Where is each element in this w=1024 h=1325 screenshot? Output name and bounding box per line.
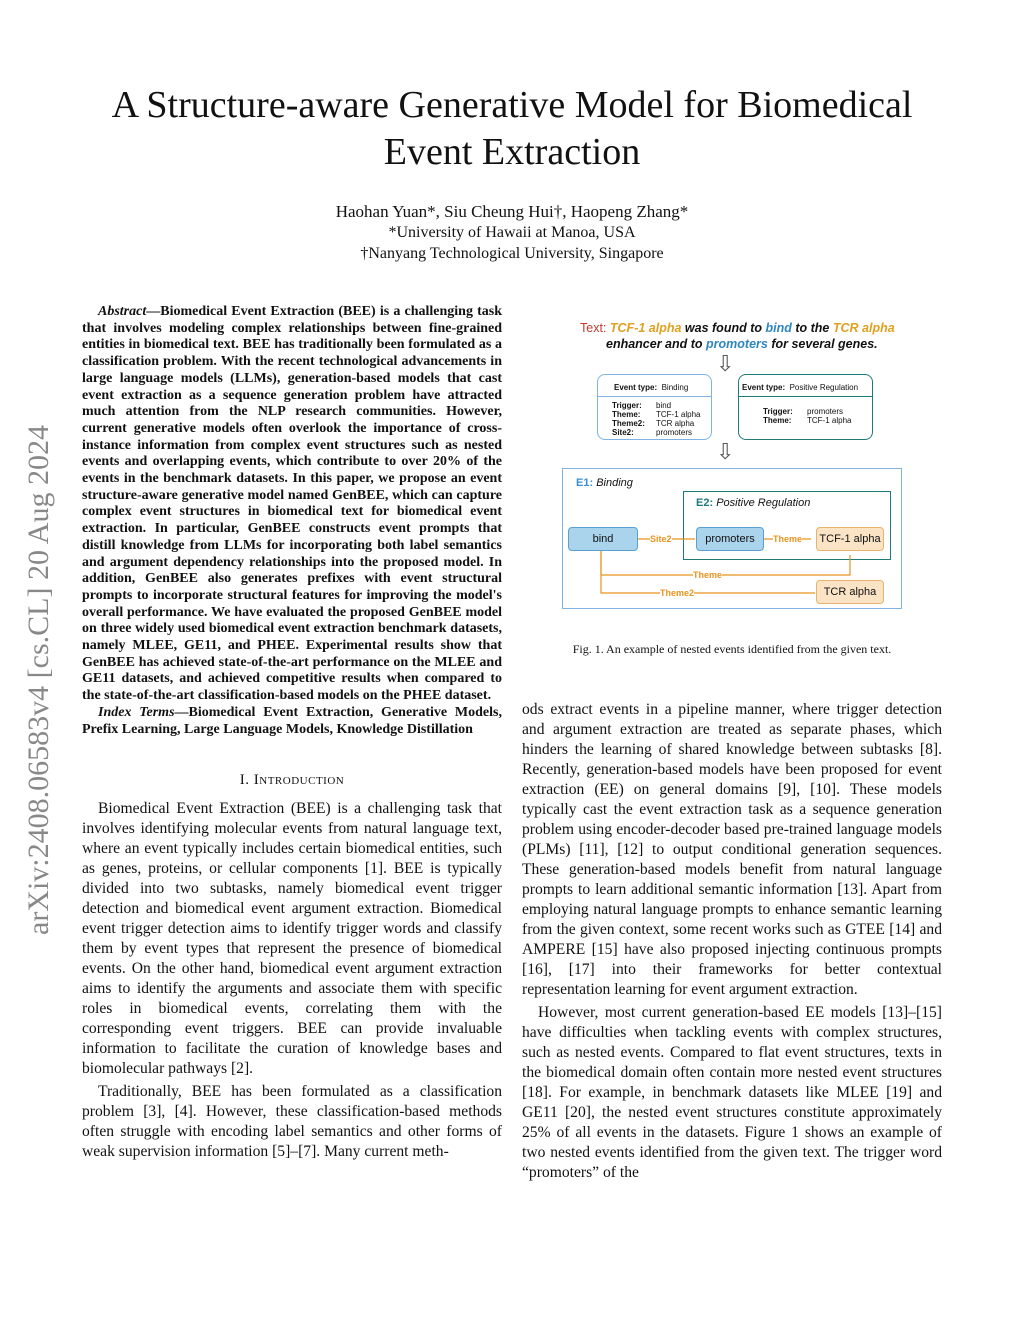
node-tcr-alpha: TCR alpha — [816, 580, 884, 604]
trigger: bind — [765, 321, 792, 335]
paragraph: However, most current generation-based EE models [13]–[15] have difficulties when tackling events with complex structures, such as nested events. Compared to flat event structures, texts in the biomedical domain often contain more nested event structures [18]. For example, in benchmark datasets like MLEE [19] and GE11 [20], the nested event structures constitute approximately 25% of all events in the datasets. Figure 1 shows an example of two nested events identified from the given text. The trigger word “promoters” of the — [522, 1004, 942, 1181]
abstract — [82, 304, 502, 738]
role: Site2: — [612, 428, 634, 437]
left-column — [82, 304, 502, 1165]
section-heading — [82, 772, 502, 789]
value: promoters — [656, 428, 693, 437]
paragraph: ods extract events in a pipeline manner, where trigger detection and argument extraction are treated as separate phases, which hinders the learning of shared knowledge between subtasks [8]. Recently, generation-based models have been proposed for event extraction (EE) on general domains [9], [10]. These models typically cast the event extraction task as a sequence generation problem using encoder-decoder based pre-trained language models (PLMs) [11], [12] to output conditional generation sequences. These generation-based models benefit from natural language prompts to learn additional semantic information [13]. Apart from employing natural language prompts to enhance semantic learning from the given context, some recent works such as GTEE [14] and AMPERE [15] have also proposed injecting continuous prompts [16], [17] into their frameworks for better contextual representation learning for event argument extraction. — [522, 701, 942, 998]
e2-name: Positive Regulation — [716, 497, 811, 509]
word: for several genes. — [771, 337, 878, 351]
role: Theme: — [612, 410, 641, 419]
event-card-binding — [597, 374, 712, 440]
index-terms-text: —Biomedical Event Extraction, Generative Models, Prefix Learning, Large Language Models, Knowledge Distillation — [82, 704, 502, 737]
title-line: A Structure-aware Generative Model for Biomedical — [111, 84, 913, 126]
event-type: Positive Regulation — [789, 383, 859, 392]
e1-name: Binding — [596, 477, 633, 489]
edge-label-theme: Theme — [773, 534, 803, 544]
event-type-label: Event type: — [742, 383, 786, 392]
value: TCF-1 alpha — [656, 410, 701, 419]
event-type-label: Event type: — [614, 383, 658, 392]
node-tcf1-alpha: TCF-1 alpha — [816, 527, 884, 551]
affiliation: *University of Hawaii at Manoa, USA — [388, 224, 636, 241]
text-label: Text: — [580, 321, 607, 335]
paragraph: Traditionally, BEE has been formulated as a classification problem [3], [4]. However, these classification-based methods often struggle with encoding label semantics and other forms of weak supervision information [5]–[7]. Many current meth- — [82, 1083, 502, 1161]
word: enhancer and to — [606, 337, 703, 351]
figure-text-line2 — [606, 337, 878, 351]
figure-caption: Fig. 1. An example of nested events identified from the given text. — [572, 642, 892, 656]
figure-1 — [560, 318, 910, 618]
figure-text — [580, 321, 895, 335]
e1-id: E1: — [576, 477, 594, 489]
role: Theme: — [763, 416, 792, 425]
word: to the — [795, 321, 830, 335]
role: Trigger: — [763, 407, 793, 416]
paragraph: Biomedical Event Extraction (BEE) is a challenging task that involves identifying molecular events from natural language text, where an event typically includes certain biomedical entities, such as genes, proteins, or cellular components [1]. BEE is typically divided into two subtasks, namely biomedical event trigger detection and biomedical event argument extraction. Biomedical event trigger detection aims to identify trigger words and classify them by event types that represent the presence of biomedical events. On the other hand, biomedical event argument extraction aims to identify the arguments and associate them with specific roles in biomedical events, correlating them with the corresponding event triggers. BEE can provide invaluable information to facilitate the curation of knowledge bases and biomolecular pathways [2]. — [82, 800, 502, 1078]
right-column — [522, 700, 942, 1186]
entity: TCF-1 alpha — [609, 321, 682, 335]
down-arrow-icon: ⇩ — [716, 351, 735, 376]
nested-event-graph — [562, 468, 902, 609]
e2-id: E2: — [696, 497, 714, 509]
role: Theme2: — [612, 419, 645, 428]
authors: Haohan Yuan*, Siu Cheung Hui†, Haopeng Zhang* — [335, 202, 689, 221]
entity: TCR alpha — [832, 321, 895, 335]
event-type: Binding — [661, 383, 689, 392]
abstract-text: —Biomedical Event Extraction (BEE) is a challenging task that involves modeling complex relationships between fine-grained entities in biomedical text. BEE has traditionally been formulated as a classification problem. With the recent technological advancements in large language models (LLMs), generation-based models that cast event extraction as a sequence generation problem have attracted much attention from the NLP research communities. However, current generative models often overlook the importance of cross-instance information from complex event structures such as nested events and overlapping events, which contribute to over 20% of the events in the benchmark datasets. In this paper, we propose an event structure-aware generative model named GenBEE, which can capture complex event structures in biomedical text for biomedical event extraction. In particular, GenBEE constructs event prompts that distill knowledge from LLMs for incorporating both label semantics and argument dependency relationships into the proposed model. In addition, GenBEE also generates prefixes with event structural prompts to incorporate structural features for improving the model's overall performance. We have evaluated the proposed GenBEE model on three widely used biomedical event extraction benchmark datasets, namely MLEE, GE11, and PHEE. Experimental results show that GenBEE has achieved state-of-the-art performance on the MLEE and GE11 datasets, and achieved competitive results when compared to the state-of-the-art classification-based models on the PHEE dataset. — [82, 304, 502, 704]
edge-label-theme2: Theme2 — [660, 588, 695, 598]
word: was found to — [684, 321, 762, 335]
role: Trigger: — [612, 401, 642, 410]
index-terms-label: Index Terms — [98, 704, 175, 720]
edge-label-site2: Site2 — [650, 534, 672, 544]
value: TCR alpha — [656, 419, 695, 428]
node-promoters: promoters — [696, 527, 764, 551]
arxiv-identifier: arXiv:2408.06583v4 [cs.CL] 20 Aug 2024 — [22, 425, 55, 935]
node-bind: bind — [568, 527, 638, 551]
value: TCF-1 alpha — [807, 416, 852, 425]
edge-label-theme: Theme — [693, 570, 723, 580]
down-arrow-icon: ⇩ — [716, 439, 735, 464]
title-line: Event Extraction — [383, 131, 641, 173]
abstract-label: Abstract — [98, 304, 147, 319]
value: bind — [656, 401, 672, 410]
section-title: I. Introduction — [239, 772, 345, 789]
edge-theme — [601, 550, 850, 575]
paper-title — [40, 82, 984, 176]
affiliation: †Nanyang Technological University, Singapore — [360, 245, 664, 262]
event-card-positive-regulation — [738, 374, 873, 440]
value: promoters — [807, 407, 844, 416]
trigger: promoters — [706, 337, 768, 351]
